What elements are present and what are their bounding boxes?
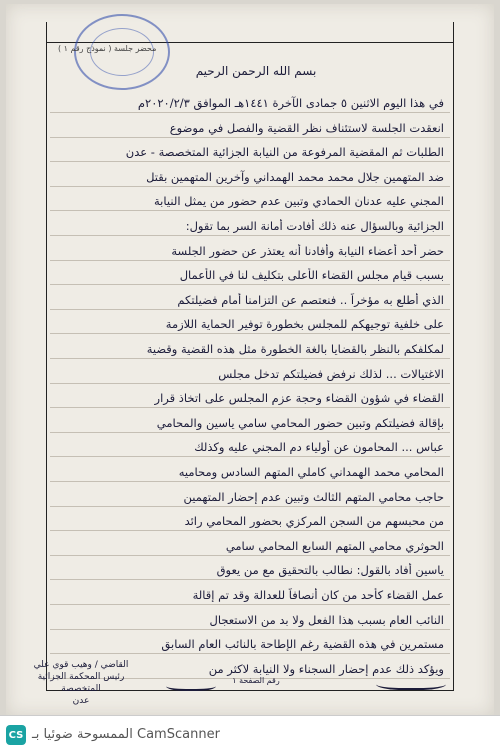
page-number-caption: رقم الصفحة [239,676,280,685]
handwritten-line: القضاء في شؤون القضاء وحجة عزم المجلس على اتخاذ قرار [154,391,444,406]
handwritten-line: ياسين أفاد بالقول: نطالب بالتحقيق مع من يعوق [216,563,444,578]
ruled-line [50,629,450,630]
ruled-line [50,137,450,138]
ruled-line [50,383,450,384]
handwritten-line: حضر أحد أعضاء النيابة وأفادنا أنه يعتذر عن حضور الجلسة [171,243,444,258]
ruled-line [50,579,450,580]
ruled-line [50,210,450,211]
handwritten-line: الجزائية وبالسؤال عنه ذلك أفادت أمانة السر بما تقول: [185,219,444,233]
ruled-line [50,112,450,113]
handwritten-line: الحوثري محامي المتهم السابع المحامي سامي [225,538,444,553]
judge-city: عدن [72,696,90,706]
handwritten-line: الاغتيالات ... لذلك نرفض فضيلتكم تدخل مجلس [218,366,444,381]
handwritten-line: بسبب قيام مجلس القضاء الأعلى بتكليف لنا في الأعمال [179,268,444,283]
judge-name: القاضي / وهيب قوي علي [33,660,129,670]
ruled-line [50,186,450,187]
handwritten-line: المحامي محمد الهمداني كاملي المتهم السادس ومحاميه [178,465,444,479]
handwritten-line: الطلبات ثم المقضية المرفوعة من النيابة الجزائية المتخصصة - عدن [125,145,444,160]
basmala: بسم الله الرحمن الرحيم [195,64,317,78]
scanned-with-label: الممسوحة ضوئيا بـ [32,727,133,742]
ruled-line [50,506,450,507]
judge-signature-block [26,659,136,707]
ruled-line [50,260,450,261]
ruled-line [50,653,450,654]
handwritten-line: لمكلفكم بالنظر بالقضايا بالغة الخطورة مثل هذه القضية وقضية [146,342,444,356]
handwritten-line: عمل القضاء كأحد من كان أنصافاً للعدالة وقد تم إقالة [192,588,444,602]
right-signature [376,676,446,690]
handwritten-line: عباس ... المحامون عن أولياء دم المجني عليه وكذلك [194,440,444,455]
ruled-line [50,432,450,433]
ruled-line [50,309,450,310]
handwritten-line: على خلفية توجيهكم للمجلس بخطورة توفير الحماية اللازمة [165,317,444,332]
page-number-label [226,676,286,685]
ruled-line [50,456,450,457]
handwritten-line: مستمرين في هذه القضية رغم الإطاحة بالنائب العام السابق [161,637,444,652]
ruled-line [50,481,450,482]
handwritten-line: في هذا اليوم الاثنين ٥ جمادى الآخرة ١٤٤١هـ الموافق ٢٠٢٠/٢/٣م [137,96,444,110]
right-margin-rule [453,22,454,690]
judge-title: رئيس المحكمة الجزائية المتخصصة [37,672,125,694]
handwritten-line: النائب العام بسبب هذا الفعل ولا بد من الاستعجال [209,612,444,627]
ruled-line [50,604,450,605]
ruled-line [50,530,450,531]
document-page [6,4,494,716]
ruled-line [50,555,450,556]
ruled-line [50,407,450,408]
handwritten-line: من محبسهم من السجن المركزي بحضور المحامي رائد [184,514,444,529]
middle-signature [166,679,216,691]
ruled-line [50,333,450,334]
camscanner-caption [32,727,220,742]
handwritten-line: ضد المتهمين جلال محمد محمد الهمداني وآخرين المتهمين بقتل [146,169,444,184]
ruled-line [50,284,450,285]
handwritten-line: الذي أطلع به مؤخراً .. فنعتصم عن التزامنا أمام فضيلتكم [177,292,444,307]
camscanner-footer [0,715,500,754]
ruled-line [50,235,450,236]
handwritten-line: ويؤكد ذلك عدم إحضار السجناء ولا النيابة لاكثر من [208,661,444,676]
camscanner-logo-icon: CS [6,725,26,745]
left-margin-rule [46,22,47,690]
handwritten-line: حاجب محامي المتهم الثالث وتبين عدم إحضار المتهمين [183,489,444,504]
camscanner-app-name: CamScanner [137,727,220,742]
handwritten-line: المجني عليه عدنان الحمادي وتبين عدم حضور من يمثل النيابة [154,194,444,209]
handwritten-line: بإقالة فضيلتكم وتبين حضور المحامي سامي ياسين والمحامي [156,415,444,430]
page-number: ١ [232,676,237,685]
ruled-line [50,161,450,162]
handwritten-line: انعقدت الجلسة لاستئناف نظر القضية والفصل في موضوع [169,120,444,135]
ruled-line [50,358,450,359]
form-header-label: ( نموذج رقم ١ ) محضر جلسة [58,44,157,53]
